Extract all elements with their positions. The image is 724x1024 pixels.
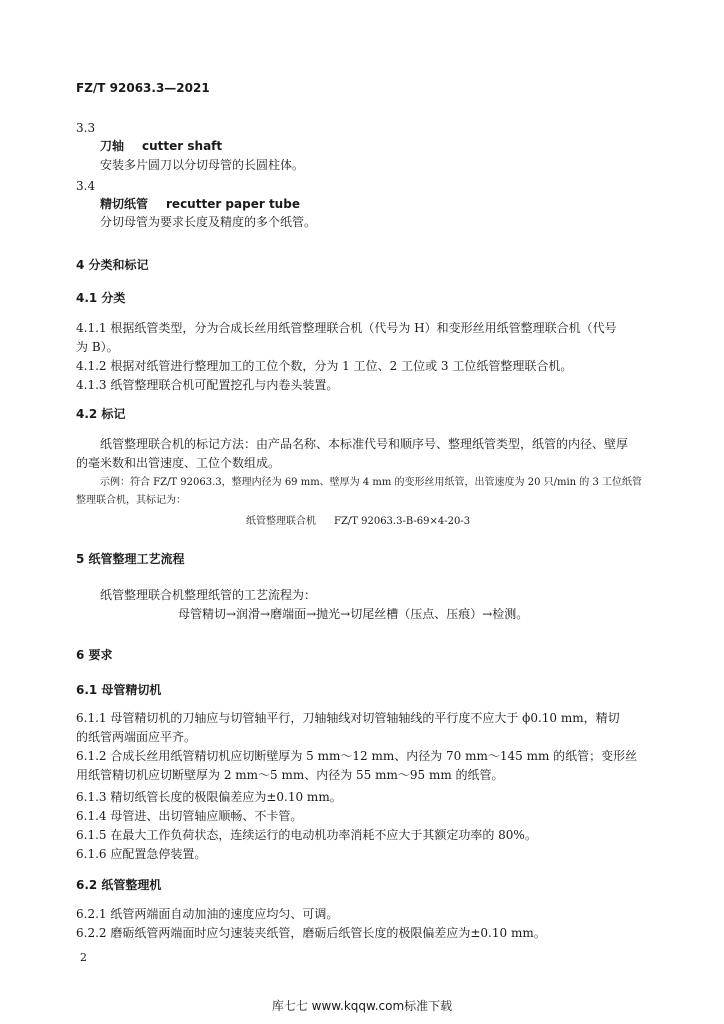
marking-body-line2: 的毫米数和出管速度、工位个数组成。 bbox=[76, 456, 281, 470]
marking-product-name: 纸管整理联合机 bbox=[246, 516, 316, 527]
term-en: cutter shaft bbox=[142, 139, 223, 153]
definition-3-3: 安装多片圆刀以分切母管的长圆柱体。 bbox=[100, 158, 305, 172]
section-heading-6: 6 要求 bbox=[76, 648, 113, 662]
clause-4-1-3: 4.1.3 纸管整理联合机可配置挖孔与内卷头装置。 bbox=[76, 378, 339, 392]
clause-6-1-2-line1: 6.1.2 合成长丝用纸管精切机应切断壁厚为 5 mm～12 mm、内径为 70 mm～145 mm 的纸管；变形丝 bbox=[76, 749, 638, 763]
clause-4-1-1-line1: 4.1.1 根据纸管类型，分为合成长丝用纸管整理联合机（代号为 H）和变形丝用纸管整理联合机（代号 bbox=[76, 321, 617, 335]
clause-6-1-2-line2: 用纸管精切机应切断壁厚为 2 mm～5 mm、内径为 55 mm～95 mm 的纸管。 bbox=[76, 768, 504, 782]
example-line2: 整理联合机，其标记为： bbox=[76, 495, 186, 506]
page-number: 2 bbox=[80, 951, 87, 964]
term-3-4 bbox=[100, 196, 300, 212]
clause-6-1-1-line1: 6.1.1 母管精切机的刀轴应与切管轴平行，刀轴轴线对切管轴轴线的平行度不应大于 ϕ0.10 mm，精切 bbox=[76, 711, 620, 725]
standard-code-header: FZ/T 92063.3—2021 bbox=[76, 81, 210, 95]
clause-6-1-1-line2: 的纸管两端面应平齐。 bbox=[76, 730, 197, 744]
section-heading-4-1: 4.1 分类 bbox=[76, 291, 126, 305]
section-heading-4: 4 分类和标记 bbox=[76, 258, 149, 272]
term-cn: 刀轴 bbox=[100, 139, 125, 153]
example-marking bbox=[246, 514, 470, 530]
definition-3-4: 分切母管为要求长度及精度的多个纸管。 bbox=[100, 215, 317, 229]
process-flow: 母管精切→润滑→磨端面→抛光→切尾丝槽（压点、压痕）→检测。 bbox=[178, 607, 529, 621]
marking-body-line1: 纸管整理联合机的标记方法：由产品名称、本标准代号和顺序号、整理纸管类型，纸管的内径、壁厚 bbox=[100, 437, 629, 451]
section-heading-5: 5 纸管整理工艺流程 bbox=[76, 552, 185, 566]
clause-6-1-4: 6.1.4 母管进、出切管轴应顺畅、不卡管。 bbox=[76, 809, 303, 823]
clause-4-1-1-line2: 为 B）。 bbox=[76, 340, 119, 354]
term-cn: 精切纸管 bbox=[100, 197, 149, 211]
section-heading-6-2: 6.2 纸管整理机 bbox=[76, 878, 162, 892]
clause-6-1-3: 6.1.3 精切纸管长度的极限偏差应为±0.10 mm。 bbox=[76, 790, 342, 804]
clause-number-3-4: 3.4 bbox=[76, 179, 96, 193]
process-intro: 纸管整理联合机整理纸管的工艺流程为： bbox=[100, 588, 317, 602]
footer-watermark: 库七七 www.kqqw.com标准下载 bbox=[271, 999, 453, 1013]
section-heading-6-1: 6.1 母管精切机 bbox=[76, 683, 162, 697]
clause-6-1-5: 6.1.5 在最大工作负荷状态，连续运行的电动机功率消耗不应大于其额定功率的 80%。 bbox=[76, 828, 537, 842]
clause-number-3-3: 3.3 bbox=[76, 121, 96, 135]
term-en: recutter paper tube bbox=[166, 197, 300, 211]
term-3-3 bbox=[100, 138, 222, 154]
example-line1: 示例：符合 FZ/T 92063.3，整理内径为 69 mm、壁厚为 4 mm 的变形丝用纸管，出管速度为 20 只/min 的 3 工位纸管 bbox=[100, 477, 643, 488]
marking-code: FZ/T 92063.3-B-69×4-20-3 bbox=[334, 516, 471, 527]
clause-6-1-6: 6.1.6 应配置急停装置。 bbox=[76, 847, 207, 861]
section-heading-4-2: 4.2 标记 bbox=[76, 407, 126, 421]
clause-6-2-1: 6.2.1 纸管两端面自动加油的速度应均匀、可调。 bbox=[76, 907, 339, 921]
clause-4-1-2: 4.1.2 根据对纸管进行整理加工的工位个数，分为 1 工位、2 工位或 3 工位纸管整理联合机。 bbox=[76, 359, 573, 373]
clause-6-2-2: 6.2.2 磨砺纸管两端面时应匀速装夹纸管，磨砺后纸管长度的极限偏差应为±0.10 mm。 bbox=[76, 926, 546, 940]
